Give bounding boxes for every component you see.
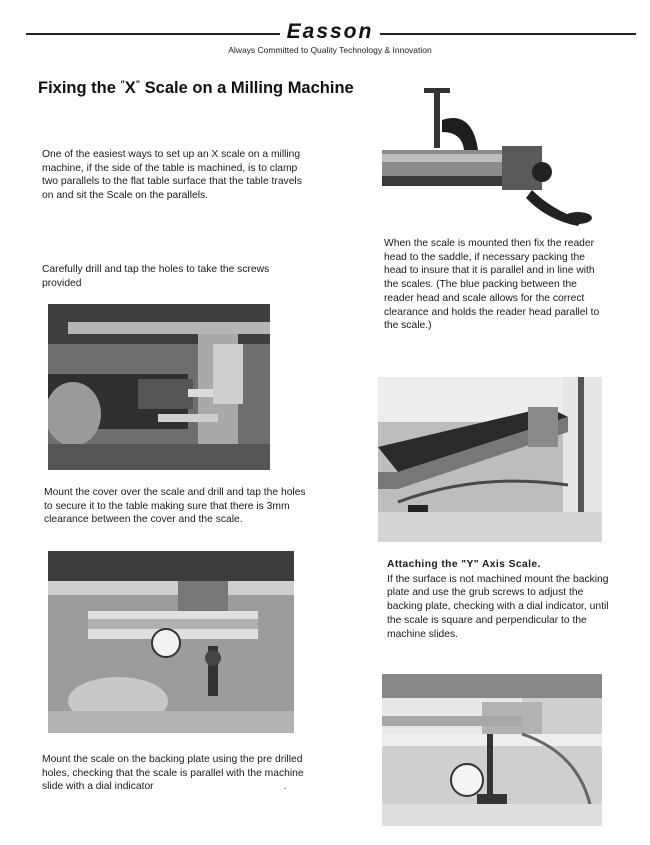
page-title: [38, 74, 358, 98]
mount-step-paragraph: [42, 753, 304, 794]
y-axis-photo: [382, 674, 602, 826]
drill-step-paragraph: Carefully drill and tap the holes to take the screws provided: [42, 264, 270, 289]
mount-step-trailing: .: [283, 781, 287, 793]
cover-step-paragraph: Mount the cover over the scale and drill and tap the holes to secure it to the table making sure that there is 3mm clearance between the cover and the scale.: [44, 487, 306, 526]
brand-logo: Easson: [286, 20, 374, 43]
clamp-photo: [382, 80, 594, 226]
tagline: Always Committed to Quality Technology & Innovation: [228, 45, 432, 55]
title-letter: X: [124, 79, 136, 97]
mount-step-text: Mount the scale on the backing plate using the pre drilled holes, checking that the scale is parallel with the machine slide with a dial indicator: [42, 754, 304, 793]
title-quote-close: ": [135, 79, 141, 89]
reader-head-paragraph: When the scale is mounted then fix the reader head to the saddle, if necessary packing the head to insure that it is parallel and in line with the scales. (The blue packing between the reader head and scale allows for the correct clearance and holds the reader head parallel to the scale.): [384, 238, 600, 332]
milling-table-photo: [378, 377, 602, 542]
title-quote-open: ": [120, 79, 125, 89]
title-prefix: Fixing the: [38, 79, 121, 97]
y-axis-heading: Attaching the "Y" Axis Scale.: [387, 559, 541, 570]
intro-paragraph: One of the easiest ways to set up an X scale on a milling machine, if the side of the table is machined, is to clamp two parallels to the flat table surface that the table travels on and sit the Scale on the parallels.: [42, 149, 302, 202]
title-suffix: Scale on a Milling Machine: [140, 79, 354, 97]
header-rule-left: [26, 33, 280, 35]
backing-plate-photo: [48, 551, 294, 733]
header-rule-right: [380, 33, 636, 35]
y-axis-section: [387, 558, 611, 641]
y-axis-body: If the surface is not machined mount the backing plate and use the grub screws to adjust the backing plate, checking with a dial indicator, until the scale is square and perpendicular to the machine slides.: [387, 573, 609, 640]
drilling-photo: [48, 304, 270, 470]
